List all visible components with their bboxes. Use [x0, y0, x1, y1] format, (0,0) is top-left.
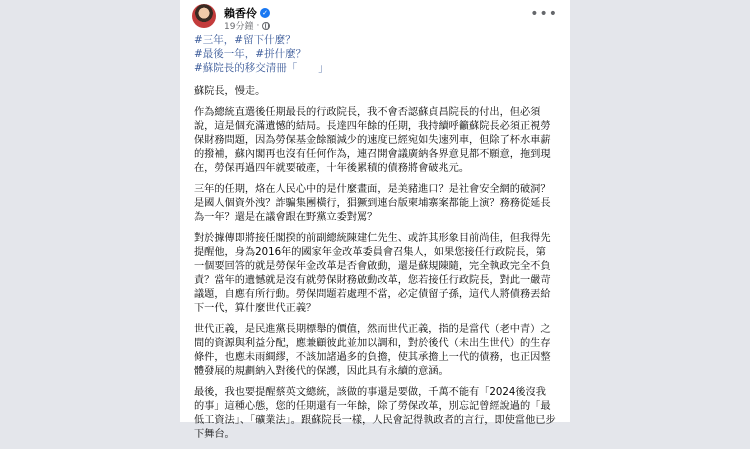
hashtag-link[interactable]: #最後一年，#拼什麼？ — [194, 48, 307, 60]
post-paragraph: 對於據傳即將接任閣揆的前副總統陳建仁先生、或許其形象目前尚佳，但我得先提醒他，身為2016年的國家年金改革委員會召集人，如果您接任行政院長，第一個要回答的就是勞保年金改革是否會啟動，還是蘇規陳隨，完全執政完全不負責？當年的遺憾就是沒有就勞保財務啟動改革，您若接任行政院長，對此一嚴苛議題，自應有所行動。勞保問題若處理不當，必定債留子孫，這代人將債務丟給下一代，算什麼世代正義？ — [194, 233, 551, 314]
hashtag-link[interactable]: #蘇院長的移交清冊「 」 — [194, 62, 329, 74]
post-paragraph: 三年的任期，烙在人民心中的是什麼畫面，是美豬進口？是社會安全網的破洞？是國人個資外洩？詐騙集團橫行，猖獗到連台版柬埔寨案都能上演？務務從延長為一年？還是在議會跟在野黨立委對罵？ — [194, 184, 551, 223]
more-options-icon[interactable]: ••• — [530, 6, 558, 22]
globe-icon — [262, 22, 270, 30]
author-name[interactable]: 賴香伶 — [224, 7, 257, 20]
post-timestamp[interactable]: 19分鐘 — [224, 22, 254, 32]
post-paragraph: 世代正義，是民進黨長期標舉的價值，然而世代正義，指的是當代（老中青）之間的資源與利益分配，應兼顧彼此並加以調和，對於後代（未出生世代）的生存條件，也應未雨綢繆，不該加諸過多的負擔，使其承擔上一代的債務，也正因整體發展的規劃納入對後代的保護，因此具有永續的意涵。 — [194, 324, 551, 377]
post-paragraph: 作為總統直選後任期最長的行政院長，我不會否認蘇貞昌院長的付出，但必須說，這是個充滿遺憾的結局。長達四年餘的任期，我持續呼籲蘇院長必須正視勞保財務問題，因為勞保基金餘額減少的速度已經宛如失速列車，但除了杯水車薪的撥補，蘇內閣再也沒有任何作為，連召開會議廣納各界意見都不願意，拖到現在，勞保再過四年就要破產，十年後累積的債務將會破兆元。 — [194, 107, 551, 174]
post-meta — [224, 19, 270, 32]
hashtag-link[interactable]: #三年，#留下什麼？ — [194, 34, 296, 46]
verified-badge-icon: ✓ — [260, 8, 270, 18]
hashtag-list — [194, 33, 329, 75]
author-avatar[interactable] — [192, 4, 216, 28]
meta-separator: · — [256, 20, 260, 31]
post-paragraph: 蘇院長，慢走。 — [194, 86, 266, 97]
post-body — [194, 85, 556, 449]
post-header — [192, 4, 558, 32]
facebook-post-card — [180, 0, 570, 440]
post-paragraph: 最後，我也要提醒蔡英文總統，該做的事還是要做，千萬不能有「2024後沒我的事」這種心態，您的任期還有一年餘，除了勞保改革，別忘記曾經說過的「最低工資法」、「礦業法」。跟蘇院長一樣，人民會記得執政者的言行，即使當他已步下舞台。 — [194, 387, 556, 440]
